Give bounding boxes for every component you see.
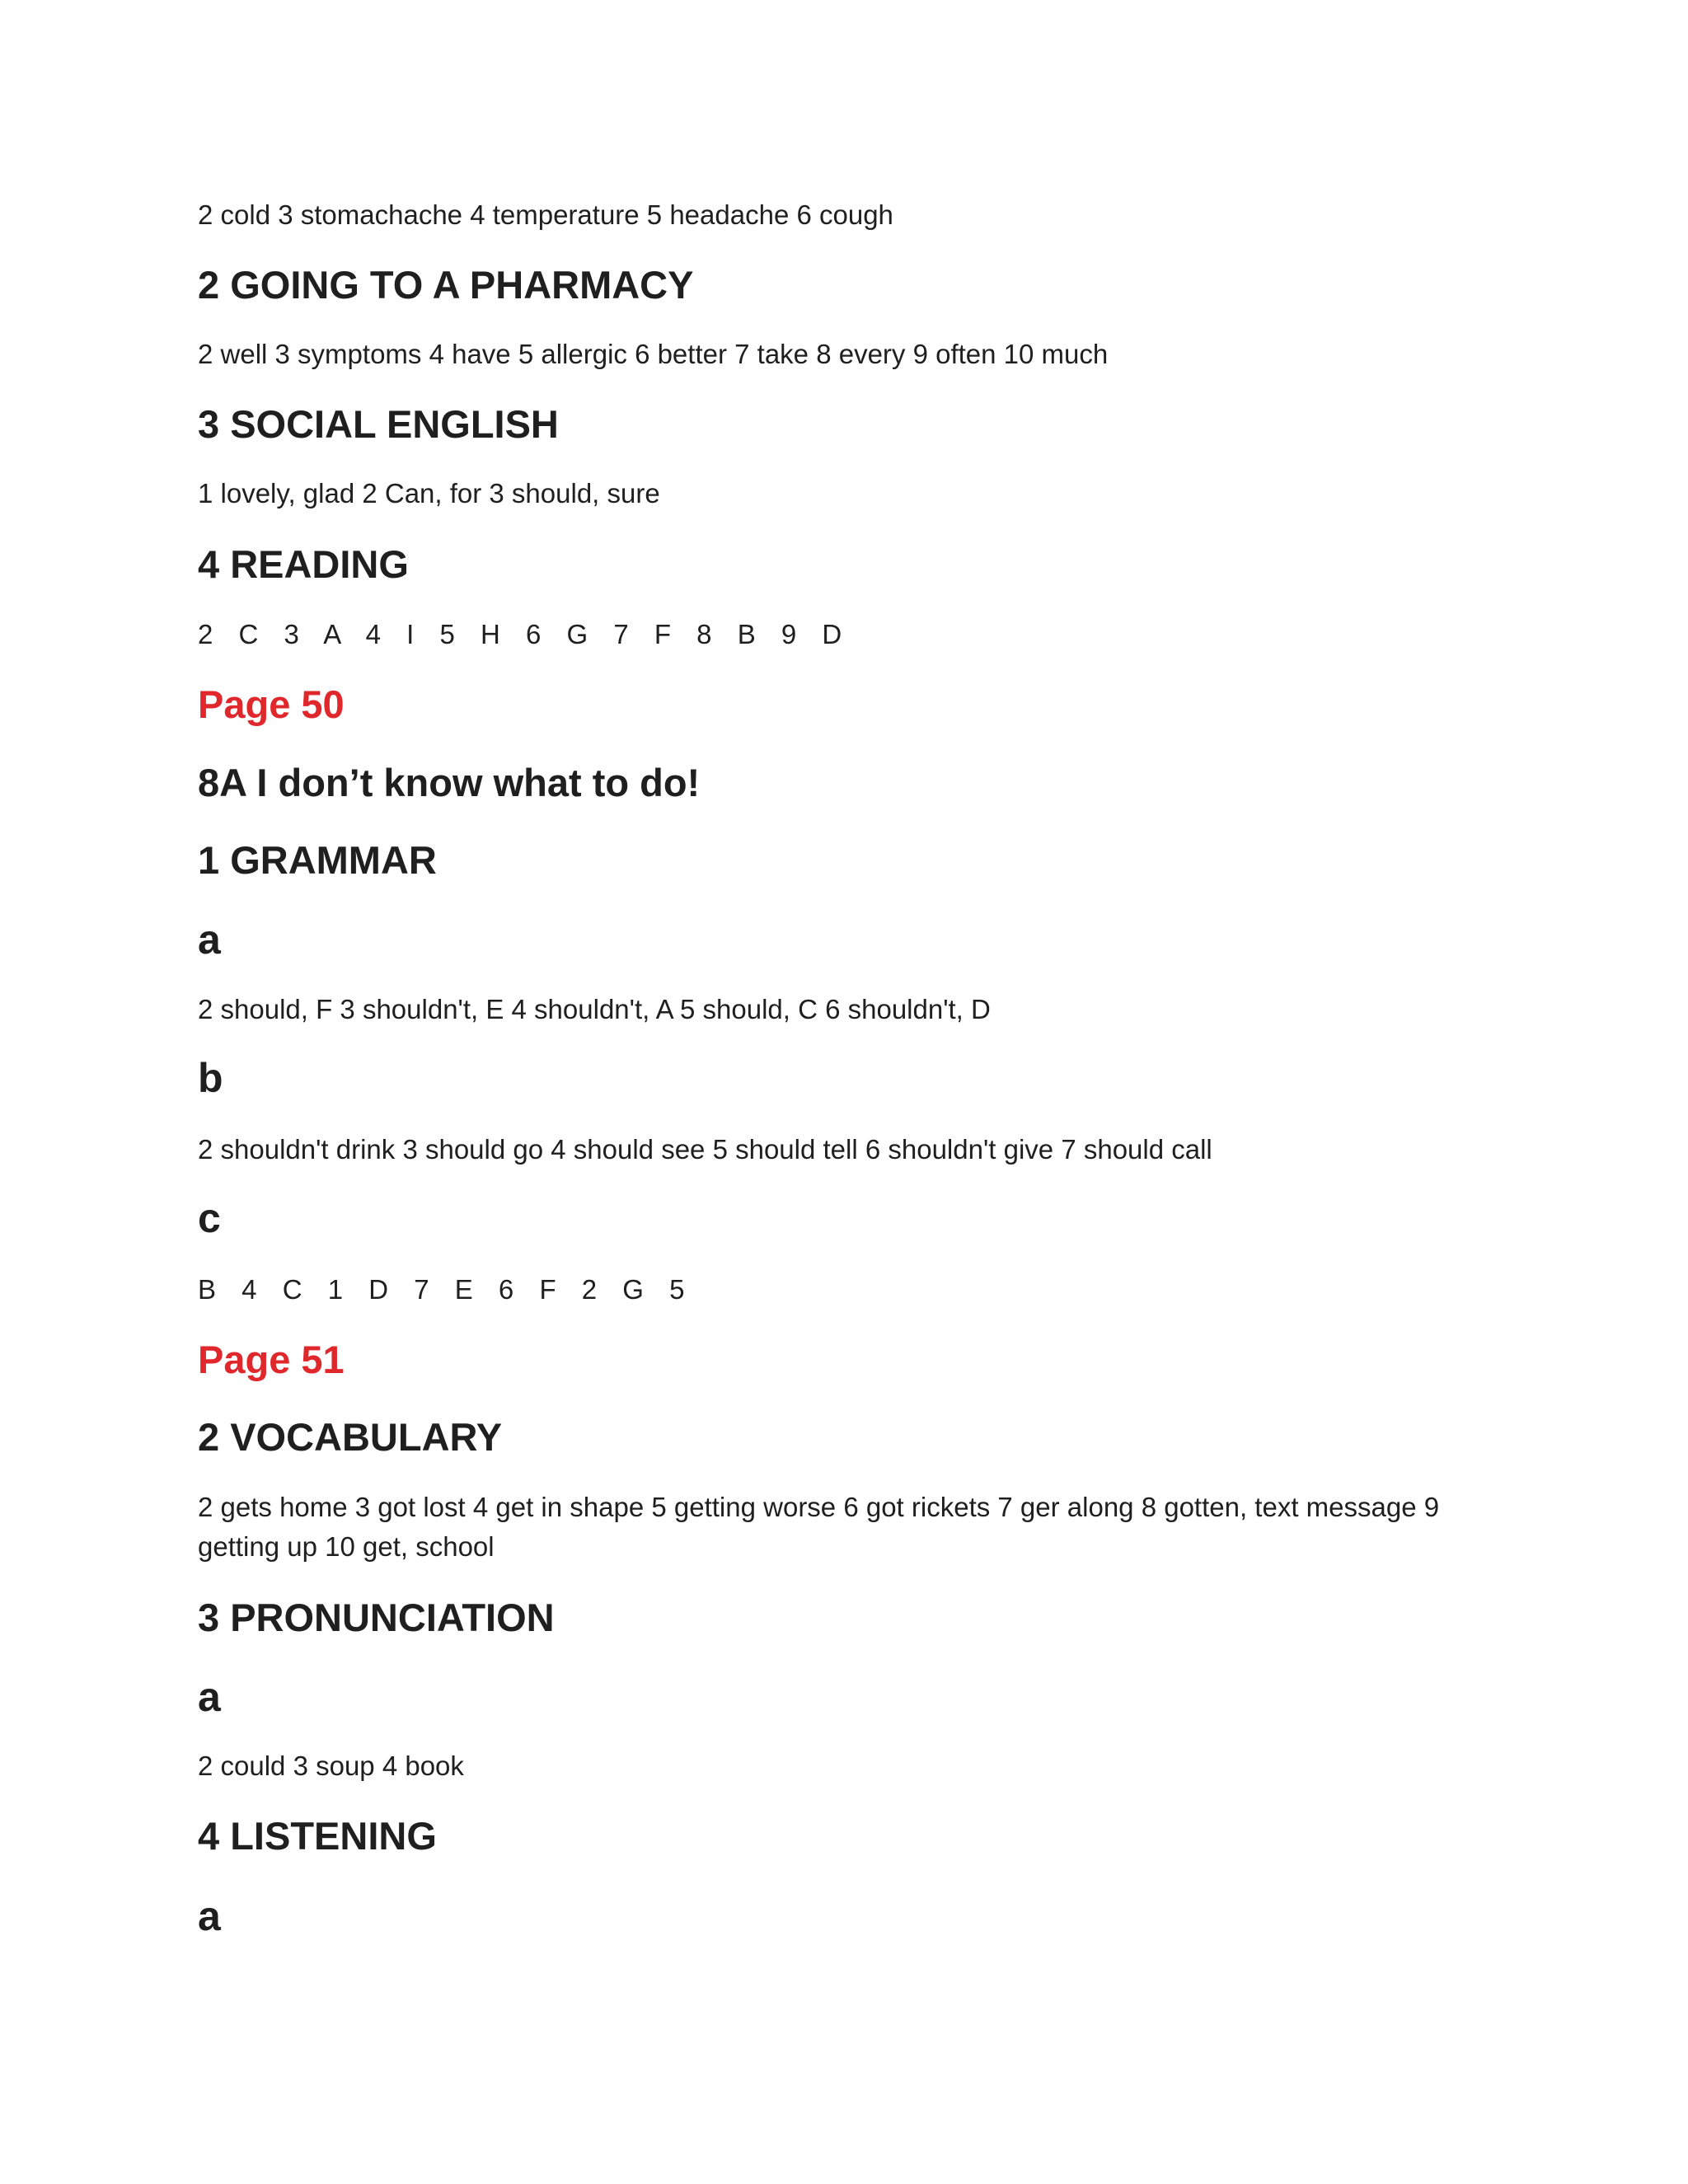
- page-number-heading-50: Page 50: [198, 682, 345, 726]
- subsection-label-listening-a: a: [198, 1893, 221, 1939]
- answer-line-illnesses: 2 cold 3 stomachache 4 temperature 5 headache 6 cough: [198, 199, 893, 230]
- subsection-label-grammar-c: c: [198, 1195, 221, 1241]
- answer-paragraph-vocabulary: 2 gets home 3 got lost 4 get in shape 5 getting worse 6 got rickets 7 ger along 8 gotten, text message 9 getting up 10 get, school: [198, 1492, 1440, 1562]
- subsection-label-pronunciation-a: a: [198, 1674, 221, 1720]
- answer-line-social-english: 1 lovely, glad 2 Can, for 3 should, sure: [198, 478, 660, 509]
- section-heading-listening: 4 LISTENING: [198, 1814, 437, 1858]
- answer-line-pharmacy: 2 well 3 symptoms 4 have 5 allergic 6 better 7 take 8 every 9 often 10 much: [198, 339, 1109, 369]
- answer-line-grammar-b: 2 shouldn't drink 3 should go 4 should see 5 should tell 6 shouldn't give 7 should call: [198, 1134, 1212, 1165]
- section-heading-social-english: 3 SOCIAL ENGLISH: [198, 402, 559, 446]
- unit-title-8a: 8A I don’t know what to do!: [198, 761, 701, 804]
- section-heading-going-to-a-pharmacy: 2 GOING TO A PHARMACY: [198, 263, 694, 307]
- section-heading-vocabulary: 2 VOCABULARY: [198, 1415, 503, 1459]
- section-heading-pronunciation: 3 PRONUNCIATION: [198, 1596, 555, 1639]
- section-heading-reading: 4 READING: [198, 542, 409, 586]
- section-heading-grammar: 1 GRAMMAR: [198, 838, 437, 882]
- subsection-label-grammar-b: b: [198, 1055, 223, 1101]
- page-number-heading-51: Page 51: [198, 1338, 345, 1381]
- answer-line-grammar-c: B 4 C 1 D 7 E 6 F 2 G 5: [198, 1274, 688, 1305]
- answer-line-pronunciation-a: 2 could 3 soup 4 book: [198, 1750, 464, 1781]
- answer-line-reading: 2 C 3 A 4 I 5 H 6 G 7 F 8 B 9 D: [198, 619, 846, 649]
- answer-line-grammar-a: 2 should, F 3 shouldn't, E 4 shouldn't, A 5 should, C 6 shouldn't, D: [198, 994, 991, 1024]
- subsection-label-grammar-a: a: [198, 916, 221, 963]
